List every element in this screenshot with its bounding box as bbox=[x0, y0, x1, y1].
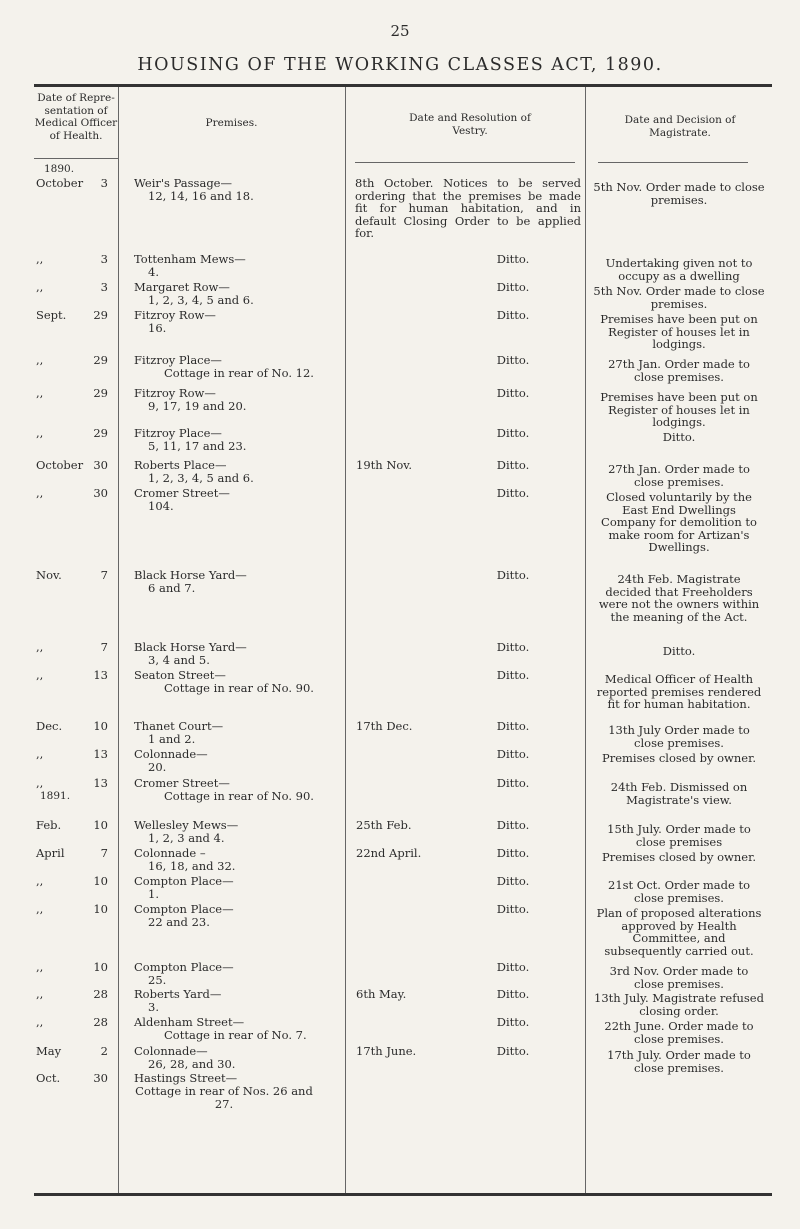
representation-month: October bbox=[36, 176, 84, 190]
representation-month: ,, bbox=[36, 252, 44, 266]
vestry-resolution: Ditto. bbox=[496, 719, 530, 733]
magistrate-decision: Medical Officer of Health reported premises rendered fit for human habitation. bbox=[596, 672, 762, 712]
representation-month: Feb. bbox=[36, 818, 62, 832]
representation-day: 10 bbox=[93, 902, 108, 916]
representation-day: 28 bbox=[93, 1015, 108, 1029]
magistrate-decision: Premises have been put on Register of houses let in lodgings. bbox=[600, 312, 758, 352]
vestry-resolution: Ditto. bbox=[496, 960, 530, 974]
magistrate-decision: 24th Feb. Dismissed on Magistrate's view. bbox=[610, 780, 748, 807]
column-divider bbox=[118, 87, 119, 1193]
magistrate-decision: 17th July. Order made to close premises. bbox=[607, 1048, 751, 1075]
premises-name: Hastings Street— bbox=[134, 1071, 238, 1085]
vestry-resolution: Ditto. bbox=[496, 486, 530, 500]
magistrate-decision: Premises closed by owner. bbox=[601, 751, 757, 765]
vestry-resolution: Ditto. bbox=[496, 353, 530, 367]
vestry-resolution: Ditto. bbox=[496, 987, 530, 1001]
header-rule bbox=[598, 162, 748, 163]
representation-month: April bbox=[36, 846, 65, 860]
premises-numbers: 1, 2, 3 and 4. bbox=[148, 831, 225, 845]
premises-name: Black Horse Yard— bbox=[134, 640, 247, 654]
magistrate-decision: 24th Feb. Magistrate decided that Freeholders were not the owners within the meaning of the Act. bbox=[598, 572, 760, 624]
representation-day: 3 bbox=[100, 280, 108, 294]
premises-numbers: 104. bbox=[148, 499, 174, 513]
table-bottom-rule bbox=[34, 1193, 772, 1196]
representation-day: 7 bbox=[100, 568, 108, 582]
column-divider bbox=[585, 87, 586, 1193]
vestry-date: 17th June. bbox=[356, 1044, 417, 1058]
vestry-resolution: Ditto. bbox=[496, 280, 530, 294]
representation-month: ,, bbox=[36, 747, 44, 761]
premises-name: Compton Place— bbox=[134, 902, 234, 916]
representation-month: ,, bbox=[36, 640, 44, 654]
vestry-resolution: Ditto. bbox=[496, 1015, 530, 1029]
vestry-resolution: Ditto. bbox=[496, 386, 530, 400]
magistrate-decision: 27th Jan. Order made to close premises. bbox=[608, 462, 750, 489]
premises-numbers: 16. bbox=[148, 321, 167, 335]
magistrate-decision: Premises closed by owner. bbox=[601, 850, 757, 864]
premises-name: Thanet Court— bbox=[134, 719, 224, 733]
vestry-resolution: Ditto. bbox=[496, 668, 530, 682]
premises-name: Black Horse Yard— bbox=[134, 568, 247, 582]
premises-numbers: 1, 2, 3, 4, 5 and 6. bbox=[148, 471, 254, 485]
vestry-resolution: Ditto. bbox=[496, 818, 530, 832]
premises-numbers: Cottage in rear of No. 90. bbox=[164, 681, 314, 695]
column-divider bbox=[345, 87, 346, 1193]
representation-day: 29 bbox=[93, 353, 108, 367]
representation-day: 29 bbox=[93, 386, 108, 400]
premises-numbers: 6 and 7. bbox=[148, 581, 196, 595]
representation-month: Oct. bbox=[36, 1071, 61, 1085]
magistrate-decision: 13th July Order made to close premises. bbox=[608, 723, 750, 750]
premises-numbers: Cottage in rear of No. 12. bbox=[164, 366, 314, 380]
premises-name: Margaret Row— bbox=[134, 280, 230, 294]
representation-day: 7 bbox=[100, 846, 108, 860]
header-premises: Premises. bbox=[205, 117, 258, 129]
year-label: 1891. bbox=[40, 790, 71, 802]
representation-day: 13 bbox=[93, 668, 108, 682]
premises-name: Seaton Street— bbox=[134, 668, 226, 682]
premises-numbers: 4. bbox=[148, 265, 159, 279]
representation-month: ,, bbox=[36, 668, 44, 682]
vestry-date: 22nd April. bbox=[356, 846, 422, 860]
premises-numbers: 1 and 2. bbox=[148, 732, 196, 746]
vestry-resolution: Ditto. bbox=[496, 747, 530, 761]
premises-numbers: 1. bbox=[148, 887, 159, 901]
representation-day: 28 bbox=[93, 987, 108, 1001]
header-magistrate: Date and Decision of Magistrate. bbox=[624, 114, 736, 139]
representation-month: Nov. bbox=[36, 568, 62, 582]
magistrate-decision: Premises have been put on Register of houses let in lodgings. bbox=[600, 390, 758, 430]
year-label: 1890. bbox=[44, 163, 75, 175]
premises-name: Aldenham Street— bbox=[134, 1015, 245, 1029]
premises-name: Compton Place— bbox=[134, 960, 234, 974]
representation-month: ,, bbox=[36, 386, 44, 400]
premises-name: Fitzroy Place— bbox=[134, 353, 222, 367]
magistrate-decision: 21st Oct. Order made to close premises. bbox=[608, 878, 750, 905]
premises-numbers: Cottage in rear of Nos. 26 and 27. bbox=[135, 1084, 313, 1111]
representation-day: 13 bbox=[93, 776, 108, 790]
vestry-resolution: Ditto. bbox=[496, 640, 530, 654]
premises-name: Tottenham Mews— bbox=[134, 252, 246, 266]
premises-name: Wellesley Mews— bbox=[134, 818, 239, 832]
representation-month: Dec. bbox=[36, 719, 63, 733]
vestry-resolution: Ditto. bbox=[496, 776, 530, 790]
premises-numbers: 25. bbox=[148, 973, 167, 987]
representation-month: October bbox=[36, 458, 84, 472]
representation-month: May bbox=[36, 1044, 62, 1058]
representation-month: ,, bbox=[36, 486, 44, 500]
premises-numbers: 22 and 23. bbox=[148, 915, 210, 929]
premises-name: Roberts Place— bbox=[134, 458, 227, 472]
representation-month: ,, bbox=[36, 874, 44, 888]
representation-day: 13 bbox=[93, 747, 108, 761]
premises-numbers: 20. bbox=[148, 760, 167, 774]
magistrate-decision: 5th Nov. Order made to close premises. bbox=[593, 180, 765, 207]
representation-day: 3 bbox=[100, 176, 108, 190]
premises-numbers: 26, 28, and 30. bbox=[148, 1057, 236, 1071]
premises-name: Roberts Yard— bbox=[134, 987, 222, 1001]
header-rule bbox=[34, 158, 118, 159]
premises-numbers: Cottage in rear of No. 90. bbox=[164, 789, 314, 803]
magistrate-decision: Plan of proposed alterations approved by Health Committee, and subsequently carried out. bbox=[596, 906, 762, 958]
premises-numbers: 1, 2, 3, 4, 5 and 6. bbox=[148, 293, 254, 307]
representation-day: 2 bbox=[100, 1044, 108, 1058]
magistrate-decision: 3rd Nov. Order made to close premises. bbox=[609, 964, 749, 991]
vestry-resolution: Ditto. bbox=[496, 1044, 530, 1058]
representation-day: 10 bbox=[93, 719, 108, 733]
representation-month: ,, bbox=[36, 960, 44, 974]
representation-day: 3 bbox=[100, 252, 108, 266]
representation-month: ,, bbox=[36, 426, 44, 440]
representation-day: 10 bbox=[93, 818, 108, 832]
magistrate-decision: 13th July. Magistrate refused closing order. bbox=[594, 991, 764, 1018]
vestry-date: 25th Feb. bbox=[356, 818, 412, 832]
representation-month: ,, bbox=[36, 1015, 44, 1029]
vestry-resolution: Ditto. bbox=[496, 846, 530, 860]
vestry-date: 19th Nov. bbox=[356, 458, 413, 472]
premises-name: Colonnade— bbox=[134, 747, 208, 761]
premises-numbers: Cottage in rear of No. 7. bbox=[164, 1028, 307, 1042]
premises-numbers: 16, 18, and 32. bbox=[148, 859, 236, 873]
representation-day: 10 bbox=[93, 960, 108, 974]
magistrate-decision: 22th June. Order made to close premises. bbox=[604, 1019, 754, 1046]
premises-numbers: 3. bbox=[148, 1000, 159, 1014]
vestry-date: 17th Dec. bbox=[356, 719, 413, 733]
representation-month: ,, bbox=[36, 280, 44, 294]
premises-numbers: 5, 11, 17 and 23. bbox=[148, 439, 247, 453]
header-vestry: Date and Resolution of Vestry. bbox=[409, 112, 531, 137]
representation-month: ,, bbox=[36, 902, 44, 916]
representation-month: ,, bbox=[36, 987, 44, 1001]
page-title: HOUSING OF THE WORKING CLASSES ACT, 1890. bbox=[137, 55, 663, 75]
vestry-resolution: Ditto. bbox=[496, 902, 530, 916]
premises-name: Weir's Passage— bbox=[134, 176, 232, 190]
table-top-rule bbox=[34, 84, 772, 87]
premises-name: Fitzroy Row— bbox=[134, 386, 216, 400]
representation-month: ,, bbox=[36, 353, 44, 367]
representation-month: Sept. bbox=[36, 308, 67, 322]
representation-day: 29 bbox=[93, 308, 108, 322]
premises-numbers: 3, 4 and 5. bbox=[148, 653, 210, 667]
page-number: 25 bbox=[390, 22, 410, 40]
representation-day: 30 bbox=[93, 1071, 108, 1085]
magistrate-decision: Undertaking given not to occupy as a dwelling bbox=[605, 256, 753, 283]
premises-numbers: 12, 14, 16 and 18. bbox=[148, 189, 254, 203]
vestry-date: 6th May. bbox=[356, 987, 407, 1001]
premises-numbers: 9, 17, 19 and 20. bbox=[148, 399, 247, 413]
header-rule bbox=[355, 162, 575, 163]
vestry-resolution: Ditto. bbox=[496, 308, 530, 322]
representation-day: 7 bbox=[100, 640, 108, 654]
premises-name: Fitzroy Place— bbox=[134, 426, 222, 440]
premises-name: Cromer Street— bbox=[134, 486, 230, 500]
magistrate-decision: Ditto. bbox=[662, 430, 696, 444]
premises-name: Compton Place— bbox=[134, 874, 234, 888]
premises-name: Cromer Street— bbox=[134, 776, 230, 790]
magistrate-decision: 15th July. Order made to close premises bbox=[607, 822, 751, 849]
representation-day: 29 bbox=[93, 426, 108, 440]
representation-day: 30 bbox=[93, 458, 108, 472]
header-representation: Date of Repre- sentation of Medical Officer of Health. bbox=[34, 92, 118, 142]
representation-day: 10 bbox=[93, 874, 108, 888]
magistrate-decision: 27th Jan. Order made to close premises. bbox=[608, 357, 750, 384]
vestry-resolution: 8th October. Notices to be served ordering that the premises be made fit for human habitation, and in default Closing Order to be applied for. bbox=[355, 176, 581, 241]
premises-name: Fitzroy Row— bbox=[134, 308, 216, 322]
vestry-resolution: Ditto. bbox=[496, 252, 530, 266]
vestry-resolution: Ditto. bbox=[496, 426, 530, 440]
vestry-resolution: Ditto. bbox=[496, 874, 530, 888]
representation-month: ,, bbox=[36, 776, 44, 790]
premises-name: Colonnade— bbox=[134, 1044, 208, 1058]
magistrate-decision: Closed voluntarily by the East End Dwellings Company for demolition to make room for Artizan's Dwellings. bbox=[601, 490, 757, 555]
premises-name: Colonnade – bbox=[134, 846, 206, 860]
vestry-resolution: Ditto. bbox=[496, 458, 530, 472]
vestry-resolution: Ditto. bbox=[496, 568, 530, 582]
representation-day: 30 bbox=[93, 486, 108, 500]
magistrate-decision: Ditto. bbox=[662, 644, 696, 658]
magistrate-decision: 5th Nov. Order made to close premises. bbox=[593, 284, 765, 311]
